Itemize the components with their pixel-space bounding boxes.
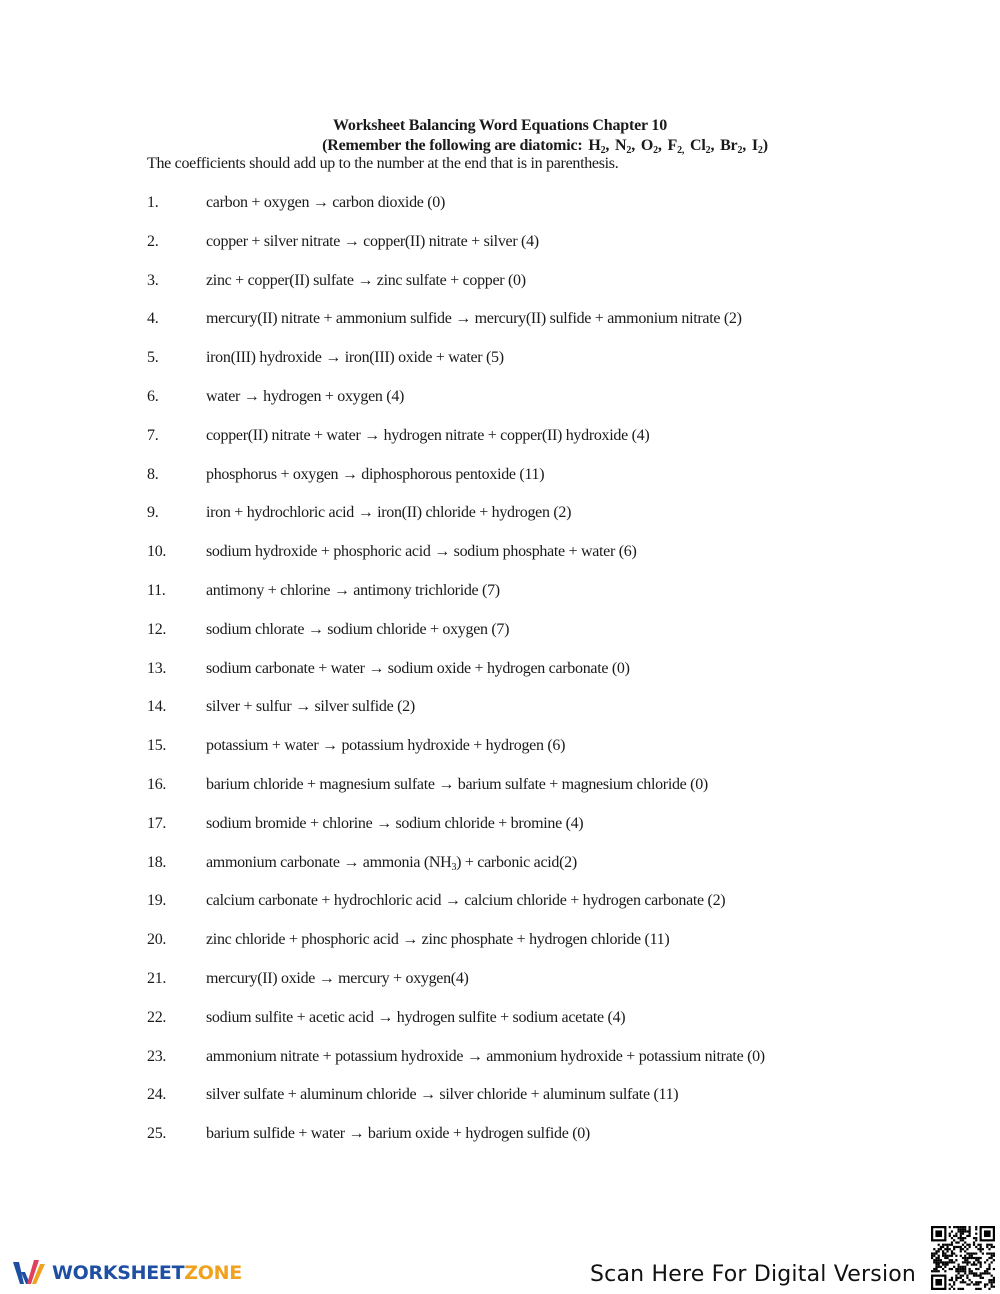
equation-number: 6. (147, 388, 159, 405)
equation-text: carbon + oxygen → carbon dioxide (0) (206, 194, 446, 211)
equation-text: calcium carbonate + hydrochloric acid → calcium chloride + hydrogen carbonate (2) (206, 892, 726, 910)
equation-text: sodium carbonate + water → sodium oxide + hydrogen carbonate (0) (206, 659, 630, 677)
equation-number: 10. (147, 543, 167, 561)
equation-number: 20. (147, 931, 167, 949)
equation-text: zinc chloride + phosphoric acid → zinc phosphate + hydrogen chloride (11) (206, 931, 670, 949)
equation-number: 18. (147, 853, 167, 871)
equation-number: 24. (147, 1086, 167, 1104)
instructions: The coefficients should add up to the number at the end that is in parenthesis. (147, 155, 619, 172)
equation-text: iron(III) hydroxide → iron(III) oxide + water (5) (206, 349, 504, 367)
worksheetzone-logo-icon (12, 1258, 46, 1288)
brand-logo[interactable] (12, 1258, 242, 1288)
equation-text: silver + sulfur → silver sulfide (2) (206, 698, 415, 716)
equation-text: phosphorus + oxygen → diphosphorous pentoxide (11) (206, 465, 545, 483)
equation-number: 19. (147, 892, 167, 910)
equation-text: sodium hydroxide + phosphoric acid → sodium phosphate + water (6) (206, 543, 637, 561)
equation-number: 13. (147, 659, 167, 677)
diatomic-element: $O_2$, (640, 137, 662, 156)
equation-number: 21. (147, 970, 167, 987)
equation-number: 16. (147, 776, 167, 793)
equation-text: potassium + water → potassium hydroxide + hydrogen (6) (206, 737, 566, 755)
qr-code-icon[interactable] (931, 1226, 995, 1290)
equation-text: mercury(II) nitrate + ammonium sulfide → mercury(II) sulfide + ammonium nitrate (2) (206, 310, 742, 328)
equation-text: copper + silver nitrate → copper(II) nitrate + silver (4) (206, 232, 539, 250)
diatomic-list (586, 137, 768, 154)
scan-prompt: Scan Here For Digital Version (590, 1262, 917, 1287)
equation-text: iron + hydrochloric acid → iron(II) chloride + hydrogen (2) (206, 504, 572, 522)
equation-text: barium chloride + magnesium sulfate → barium sulfate + magnesium chloride (0) (206, 776, 708, 793)
equation-number: 2. (147, 232, 159, 250)
equation-number: 11. (147, 582, 166, 599)
equation-text: sodium sulfite + acetic acid → hydrogen sulfite + sodium acetate (4) (206, 1008, 626, 1026)
equation-text: antimony + chlorine → antimony trichloride (7) (206, 582, 500, 599)
worksheet-title: Worksheet Balancing Word Equations Chapter 10 (332, 117, 668, 134)
equation-text: sodium bromide + chlorine → sodium chloride + bromine (4) (206, 814, 584, 832)
equation-text: ammonium nitrate + potassium hydroxide → ammonium hydroxide + potassium nitrate (0) (206, 1047, 765, 1065)
equation-text: water → hydrogen + oxygen (4) (206, 388, 405, 405)
equation-text: mercury(II) oxide → mercury + oxygen(4) (206, 970, 469, 987)
diatomic-note-prefix: (Remember the following are diatomic: (322, 137, 583, 154)
diatomic-element: $Cl_2$, (690, 137, 715, 156)
diatomic-element: $F_{2,}$ (667, 137, 685, 156)
equation-number: 3. (147, 271, 159, 289)
brand-name-part1: WORKSHEET (52, 1262, 185, 1284)
equation-number: 15. (147, 737, 167, 755)
equation-text: zinc + copper(II) sulfate → zinc sulfate + copper (0) (206, 271, 526, 289)
equation-text: barium sulfide + water → barium oxide + hydrogen sulfide (0) (206, 1125, 590, 1143)
equation-number: 23. (147, 1047, 167, 1065)
equation-text: sodium chlorate → sodium chloride + oxygen (7) (206, 620, 510, 638)
equation-number: 5. (147, 349, 159, 367)
equation-text: ammonium carbonate → ammonia $(NH_3)$ + carbonic acid(2) (206, 853, 577, 873)
brand-name-part2: ZONE (184, 1262, 242, 1284)
equation-number: 12. (147, 620, 167, 638)
diatomic-element: $H_2$, (588, 137, 610, 156)
equation-text: copper(II) nitrate + water → hydrogen nitrate + copper(II) hydroxide (4) (206, 426, 650, 444)
equation-number: 25. (147, 1125, 167, 1143)
brand-name (52, 1262, 242, 1284)
equation-number: 1. (147, 194, 159, 211)
equation-number: 14. (147, 698, 167, 716)
equation-number: 17. (147, 814, 167, 832)
diatomic-element: $Br_2$, (720, 137, 747, 156)
equation-number: 8. (147, 465, 159, 483)
equation-number: 7. (147, 426, 159, 444)
diatomic-note (0, 137, 1000, 155)
equation-number: 9. (147, 504, 159, 522)
diatomic-element: $N_2$, (615, 137, 636, 156)
equation-text: silver sulfate + aluminum chloride → silver chloride + aluminum sulfate (11) (206, 1086, 679, 1104)
equation-number: 22. (147, 1008, 167, 1026)
diatomic-element: $I_2$) (751, 137, 768, 156)
equation-number: 4. (147, 310, 159, 328)
